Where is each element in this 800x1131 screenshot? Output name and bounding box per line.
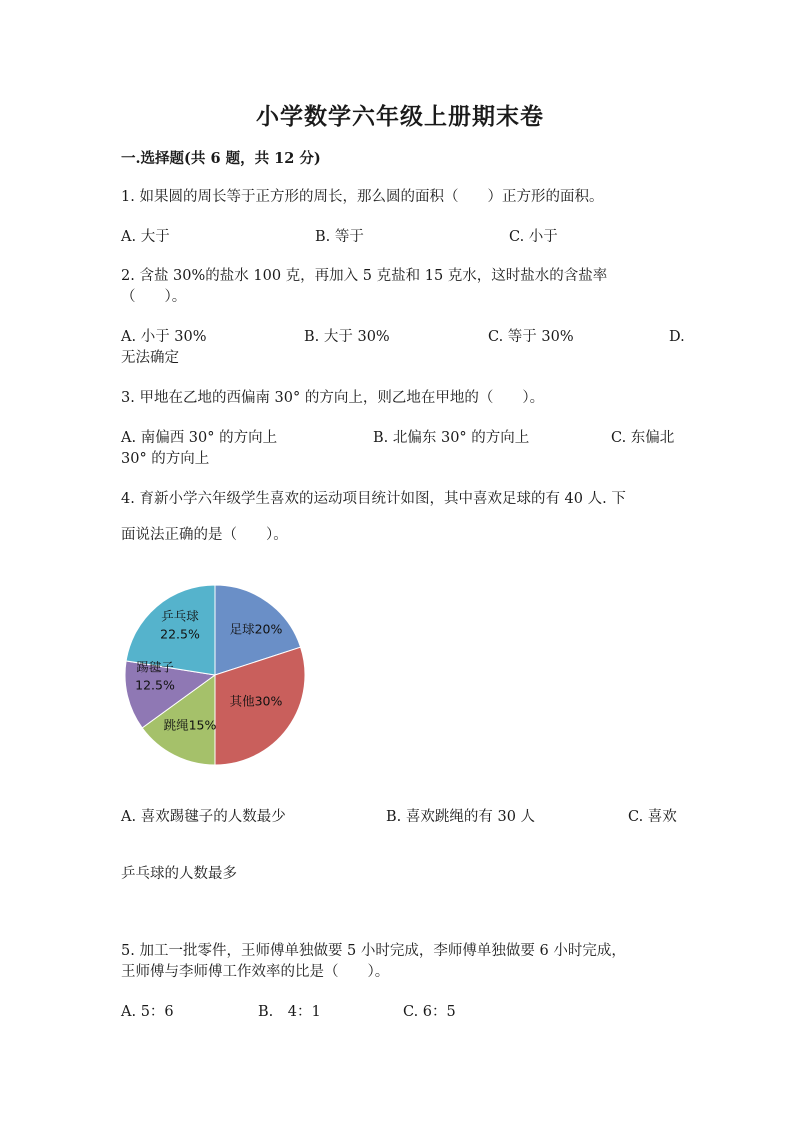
pie-slice-label: 踢毽子 [136,659,174,675]
question-3-option-a[interactable]: A. 南偏西 30° 的方向上 [121,430,278,446]
question-3-stem: 3. 甲地在乙地的西偏南 30° 的方向上，则乙地在甲地的（ ）。 [121,390,545,406]
question-5-option-b[interactable]: B. 4：1 [258,1004,321,1020]
question-4-option-a[interactable]: A. 喜欢踢毽子的人数最少 [121,809,286,825]
pie-slice-percent-label: 22.5% [160,626,200,642]
question-2-option-b[interactable]: B. 大于 30% [304,329,390,345]
pie-slice-label: 乒乓球 [161,608,199,624]
question-3-option-c-text[interactable]: 30° 的方向上 [121,451,210,467]
pie-slice-percent-label: 12.5% [135,677,175,693]
question-4-option-c[interactable]: C. 喜欢 [628,809,677,825]
pie-slice-label: 足球20% [229,621,283,637]
question-2-option-d-text[interactable]: 无法确定 [121,350,179,366]
question-3-option-b[interactable]: B. 北偏东 30° 的方向上 [373,430,530,446]
question-2-option-c[interactable]: C. 等于 30% [488,329,574,345]
question-3-option-c[interactable]: C. 东偏北 [611,430,675,446]
question-1-option-c[interactable]: C. 小于 [509,229,558,245]
question-5-option-a[interactable]: A. 5：6 [121,1004,174,1020]
question-5-stem-line2: 王师傅与李师傅工作效率的比是（ ）。 [121,964,390,980]
question-4-stem-line2: 面说法正确的是（ ）。 [121,527,288,543]
question-5-option-c[interactable]: C. 6：5 [403,1004,456,1020]
section-heading: 一.选择题(共 6 题，共 12 分) [121,150,321,167]
question-2-option-a[interactable]: A. 小于 30% [121,329,207,345]
question-4-stem-line1: 4. 育新小学六年级学生喜欢的运动项目统计如图，其中喜欢足球的有 40 人. 下 [121,491,626,507]
question-2-stem-line2: （ ）。 [121,289,187,305]
pie-slice-label: 其他30% [229,693,283,709]
pie-chart-svg [118,578,318,778]
question-1-option-a[interactable]: A. 大于 [121,229,170,245]
question-2-stem-line1: 2. 含盐 30%的盐水 100 克，再加入 5 克盐和 15 克水，这时盐水的含盐率 [121,268,608,284]
question-4-option-c-text[interactable]: 乒乓球的人数最多 [121,866,237,882]
question-1-option-b[interactable]: B. 等于 [315,229,364,245]
page-title: 小学数学六年级上册期末卷 [256,103,544,130]
question-4-option-b[interactable]: B. 喜欢跳绳的有 30 人 [386,809,536,825]
question-5-stem-line1: 5. 加工一批零件，王师傅单独做要 5 小时完成，李师傅单独做要 6 小时完成， [121,943,626,959]
pie-slice-label: 跳绳15% [163,717,217,733]
pie-chart [118,578,318,778]
question-2-option-d[interactable]: D. [669,329,685,345]
question-1-stem: 1. 如果圆的周长等于正方形的周长，那么圆的面积（ ）正方形的面积。 [121,189,604,205]
